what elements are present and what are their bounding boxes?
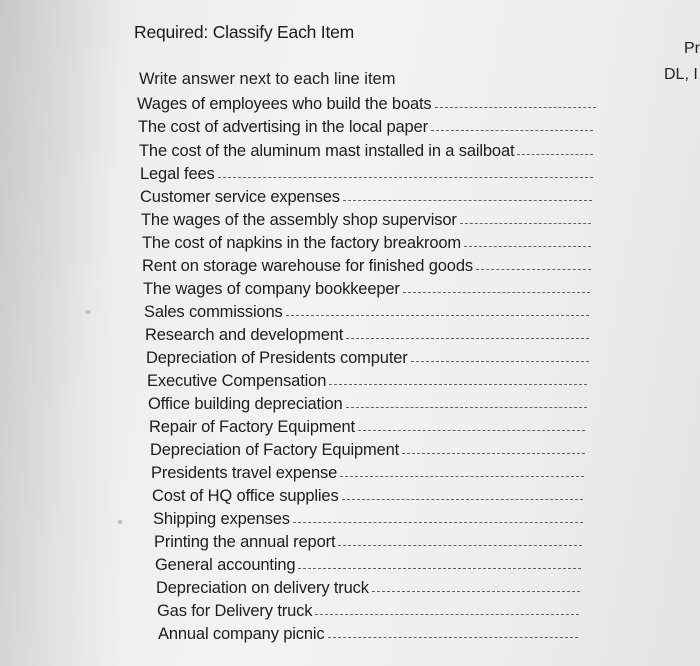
line-item-label: Executive Compensation [147, 371, 327, 390]
instruction-text: Write answer next to each line item [139, 70, 396, 88]
answer-line[interactable] [298, 568, 581, 569]
line-item-label: Depreciation of Factory Equipment [150, 440, 400, 459]
line-item [156, 577, 580, 599]
line-item [142, 232, 591, 254]
line-item [149, 416, 585, 438]
answer-line[interactable] [476, 269, 591, 270]
line-item-label: Cost of HQ office supplies [152, 486, 339, 505]
line-item-label: Printing the annual report [154, 532, 336, 551]
line-item-label: Rent on storage warehouse for finished goods [142, 256, 473, 275]
answer-line[interactable] [464, 246, 591, 247]
answer-line[interactable] [340, 476, 584, 477]
line-item [138, 116, 593, 138]
line-item [144, 301, 589, 323]
line-item-label: The wages of company bookkeeper [143, 279, 400, 298]
answer-line[interactable] [293, 522, 583, 523]
page-title: Required: Classify Each Item [134, 22, 355, 42]
answer-line[interactable] [338, 545, 582, 546]
right-column-text-2: DL, I [664, 66, 698, 83]
line-item [145, 324, 589, 346]
line-item-label: Gas for Delivery truck [157, 601, 313, 620]
line-item [158, 623, 578, 645]
answer-line[interactable] [343, 200, 592, 201]
line-item-label: The wages of the assembly shop supervisor [141, 210, 457, 229]
line-item-label: Legal fees [140, 164, 215, 183]
line-item-label: Depreciation on delivery truck [156, 578, 369, 597]
answer-line[interactable] [218, 177, 593, 178]
line-item [142, 255, 591, 277]
line-item-label: The cost of the aluminum mast installed in a sailboat [139, 141, 515, 160]
answer-line[interactable] [342, 499, 583, 500]
line-item [140, 186, 592, 208]
line-item [152, 485, 583, 507]
answer-line[interactable] [517, 154, 593, 155]
answer-line[interactable] [329, 384, 587, 385]
line-item-label: Annual company picnic [158, 624, 325, 643]
line-item-label: Customer service expenses [140, 187, 340, 206]
answer-line[interactable] [460, 223, 591, 224]
line-item [141, 209, 591, 231]
line-item-label: The cost of advertising in the local paper [138, 117, 428, 136]
line-item-label: The cost of napkins in the factory breakroom [142, 233, 461, 252]
line-item-label: Presidents travel expense [151, 463, 338, 482]
line-item [137, 93, 596, 115]
line-item [150, 439, 585, 461]
answer-line[interactable] [435, 107, 596, 108]
answer-line[interactable] [315, 614, 579, 615]
line-item [147, 370, 587, 392]
line-item-label: Research and development [145, 325, 344, 344]
answer-line[interactable] [372, 591, 580, 592]
line-item [154, 531, 582, 553]
answer-line[interactable] [286, 315, 589, 316]
line-item-label: General accounting [155, 555, 296, 574]
line-item-label: Wages of employees who build the boats [137, 94, 432, 113]
answer-line[interactable] [346, 338, 589, 339]
line-item [140, 163, 593, 185]
paper-speck [118, 520, 122, 524]
answer-line[interactable] [402, 453, 585, 454]
line-item [148, 393, 587, 415]
line-item [157, 600, 579, 622]
line-item [151, 462, 584, 484]
answer-line[interactable] [403, 292, 590, 293]
paper-speck [86, 310, 90, 314]
line-item-label: Depreciation of Presidents computer [146, 348, 408, 367]
line-item-label: Office building depreciation [148, 394, 343, 413]
answer-line[interactable] [358, 430, 585, 431]
line-item-label: Repair of Factory Equipment [149, 417, 355, 436]
line-item-label: Shipping expenses [153, 509, 290, 528]
line-item [155, 554, 581, 576]
answer-line[interactable] [411, 361, 589, 362]
line-item [139, 140, 593, 162]
line-item-label: Sales commissions [144, 302, 283, 321]
line-item [146, 347, 589, 369]
answer-line[interactable] [431, 130, 593, 131]
answer-line[interactable] [346, 407, 587, 408]
right-column-text-1: Pr [684, 40, 700, 57]
line-item [153, 508, 583, 530]
line-item [143, 278, 590, 300]
answer-line[interactable] [328, 637, 578, 638]
